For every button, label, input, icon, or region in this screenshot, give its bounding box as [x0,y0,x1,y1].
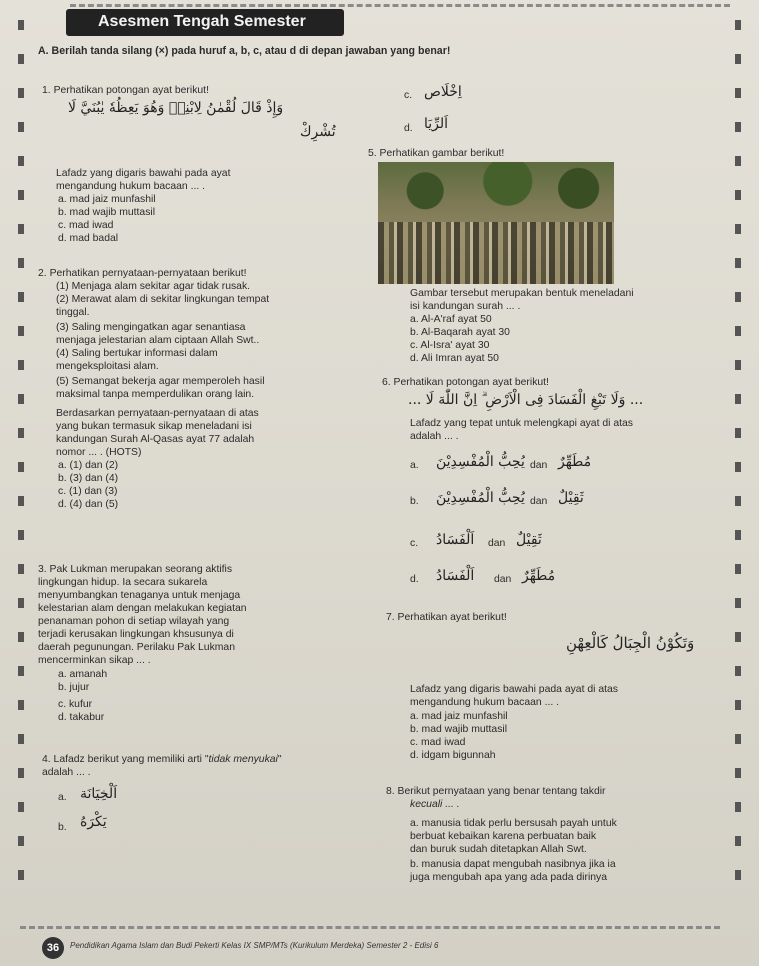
q4-option-d-arabic[interactable]: اَلرِّيَا [424,116,449,132]
q3-option-c[interactable]: c. kufur [58,699,93,710]
q7-desc-1: Lafadz yang digaris bawahi pada ayat di atas [410,684,618,695]
q4-option-a-arabic[interactable]: اَلْخِيَانَة [80,786,118,802]
q4-option-d-label[interactable]: d. [404,123,413,134]
q8-option-a-line-1[interactable]: a. manusia tidak perlu bersusah payah untuk [410,818,617,829]
q1-option-b[interactable]: b. mad wajib muttasil [58,207,156,218]
q6-option-a-label: a. [410,460,419,471]
q3-line-8: mencerminkan sikap ... . [38,655,151,666]
q2-desc-3: kandungan Surah Al-Qasas ayat 77 adalah [56,434,255,445]
q2-desc-1: Berdasarkan pernyataan-pernyataan di atas [56,408,259,419]
q1-prompt: 1. Perhatikan potongan ayat berikut! [42,85,209,96]
q2-statement-5-cont: maksimal tanpa memperdulikan orang lain. [56,389,255,400]
q4-option-b-arabic[interactable]: يَكْرَهُ [80,814,107,830]
q2-option-a[interactable]: a. (1) dan (2) [58,460,119,471]
q3-line-2: lingkungan hidup. Ia secara sukarela [38,577,208,588]
q6-option-c-label: c. [410,538,419,549]
page-title: Asesmen Tengah Semester [66,9,344,36]
q8-option-b-line-2: juga mengubah apa yang ada pada dirinya [410,872,608,883]
q1-arabic-verse-end: تُشْرِكْ [300,124,336,140]
q2-option-c[interactable]: c. (1) dan (3) [58,486,118,497]
q6-option-c-dan: dan [488,538,506,549]
q3-line-6: terjadi kerusakan lingkungan khsusunya di [38,629,234,640]
q1-option-d[interactable]: d. mad badal [58,233,119,244]
q6-option-b-word-1: يُحِبُّ الْمُفْسِدِيْنَ [436,490,525,506]
q8-option-b-line-1[interactable]: b. manusia dapat mengubah nasibnya jika ia [410,859,616,870]
q5-option-b[interactable]: b. Al-Baqarah ayat 30 [410,327,510,338]
q2-statement-3-cont: menjaga jelestarian alam ciptaan Allah Swt.. [56,335,260,346]
q3-line-5: penanaman pohon di setiap wilayah yang [38,616,230,627]
q4-option-c-label[interactable]: c. [404,90,413,101]
q2-statement-5: (5) Semangat bekerja agar memperoleh hasil [56,376,265,387]
q2-prompt: 2. Perhatikan pernyataan-pernyataan berikut! [38,268,247,279]
q6-option-b-label: b. [410,496,419,507]
q5-prompt: 5. Perhatikan gambar berikut! [368,148,505,159]
q5-caption-2: isi kandungan surah ... . [410,301,521,312]
q2-statement-1: (1) Menjaga alam sekitar agar tidak rusak. [56,281,251,292]
q7-option-c[interactable]: c. mad iwad [410,737,466,748]
q6-option-c-word-2: ثَقِيْلٌ [516,532,542,548]
q6-option-d-word-2: مُطَهِّرٌ [522,568,556,584]
q3-line-3: menyumbangkan tenaganya untuk menjaga [38,590,241,601]
q2-statement-4: (4) Saling bertukar informasi dalam [56,348,218,359]
q6-option-b-word-2: ثَقِيْلٌ [558,490,584,506]
q5-photo-tree-planting [378,162,614,284]
q1-option-a[interactable]: a. mad jaiz munfashil [58,194,156,205]
q7-arabic-verse: وَتَكُوْنُ الْجِبَالُ كَالْعِهْنِ [566,634,695,652]
q8-option-a-line-3: dan buruk sudah ditetapkan Allah Swt. [410,844,587,855]
q6-option-a-word-2: مُطَهِّرٌ [558,454,592,470]
q7-prompt: 7. Perhatikan ayat berikut! [386,612,507,623]
top-dashed-border [70,4,730,7]
q3-option-d[interactable]: d. takabur [58,712,105,723]
q7-desc-2: mengandung hukum bacaan ... . [410,697,560,708]
q2-option-b[interactable]: b. (3) dan (4) [58,473,119,484]
q6-desc-1: Lafadz yang tepat untuk melengkapi ayat di atas [410,418,633,429]
q6-option-a-word-1: يُحِبُّ الْمُفْسِدِيْنَ [436,454,525,470]
q1-desc-1: Lafadz yang digaris bawahi pada ayat [56,168,231,179]
left-edge-marks [18,20,24,900]
q7-option-a[interactable]: a. mad jaiz munfashil [410,711,508,722]
q4-option-a-label[interactable]: a. [58,792,67,803]
q6-option-d-label: d. [410,574,419,585]
q8-prompt-2: kecuali ... . [410,799,460,810]
q8-option-a-line-2: berbuat kebaikan karena perbuatan baik [410,831,597,842]
q1-desc-2: mengandung hukum bacaan ... . [56,181,206,192]
right-edge-marks [735,20,741,900]
q5-option-c[interactable]: c. Al-Isra' ayat 30 [410,340,490,351]
q6-option-d-dan: dan [494,574,512,585]
q4-option-b-label[interactable]: b. [58,822,67,833]
q5-option-d[interactable]: d. Ali Imran ayat 50 [410,353,499,364]
q2-option-d[interactable]: d. (4) dan (5) [58,499,119,510]
q6-option-b-dan: dan [530,496,548,507]
q5-caption: Gambar tersebut merupakan bentuk meneladani [410,288,634,299]
section-a-instruction: A. Berilah tanda silang (×) pada huruf a, b, c, atau d di depan jawaban yang benar! [38,45,451,57]
q2-desc-4: nomor ... . (HOTS) [56,447,142,458]
q2-statement-2-cont: tinggal. [56,307,90,318]
page-number: 36 [42,937,64,959]
q2-statement-4-cont: mengeksploitasi alam. [56,361,159,372]
q6-option-d-word-1: اَلْفَسَادُ [436,568,475,584]
q2-desc-2: yang bukan termasuk sikap meneladani isi [56,421,252,432]
q7-option-d[interactable]: d. idgam bigunnah [410,750,496,761]
q3-line-7: daerah pegunungan. Perilaku Pak Lukman [38,642,235,653]
q6-prompt: 6. Perhatikan potongan ayat berikut! [382,377,549,388]
bottom-dashed-border [20,926,720,929]
q3-option-a[interactable]: a. amanah [58,669,108,680]
q5-option-a[interactable]: a. Al-A'raf ayat 50 [410,314,492,325]
footer-text: Pendidikan Agama Islam dan Budi Pekerti Kelas IX SMP/MTs (Kurikulum Merdeka) Semester 2 - Edisi 6 [70,941,439,950]
q6-arabic-verse: ... وَلَا تَبْغِ الْفَسَادَ فِى الْاَرْضِ ۗ اِنَّ اللّٰهَ لَا ... [408,392,644,408]
q1-arabic-verse: وَإِذْ قَالَ لُقْمٰنُ لِابْنِهٖ وَهُوَ يَعِظُهٗ يٰبُنَيَّ لَا [68,100,284,116]
q8-prompt: 8. Berikut pernyataan yang benar tentang takdir [386,786,606,797]
q4-prompt: 4. Lafadz berikut yang memiliki arti "tidak menyukai" [42,754,282,765]
q4-option-c-arabic[interactable]: اِخْلَاص [424,84,462,100]
q1-option-c[interactable]: c. mad iwad [58,220,114,231]
q6-option-c-word-1: اَلْفَسَادُ [436,532,475,548]
q2-statement-3: (3) Saling mengingatkan agar senantiasa [56,322,246,333]
q7-option-b[interactable]: b. mad wajib muttasil [410,724,508,735]
q6-desc-2: adalah ... . [410,431,459,442]
q3-line-1: 3. Pak Lukman merupakan seorang aktifis [38,564,233,575]
q3-option-b[interactable]: b. jujur [58,682,90,693]
q4-prompt-2: adalah ... . [42,767,91,778]
q3-line-4: kelestarian alam dengan melakukan kegiatan [38,603,247,614]
q2-statement-2: (2) Merawat alam di sekitar lingkungan tempat [56,294,270,305]
q6-option-a-dan: dan [530,460,548,471]
